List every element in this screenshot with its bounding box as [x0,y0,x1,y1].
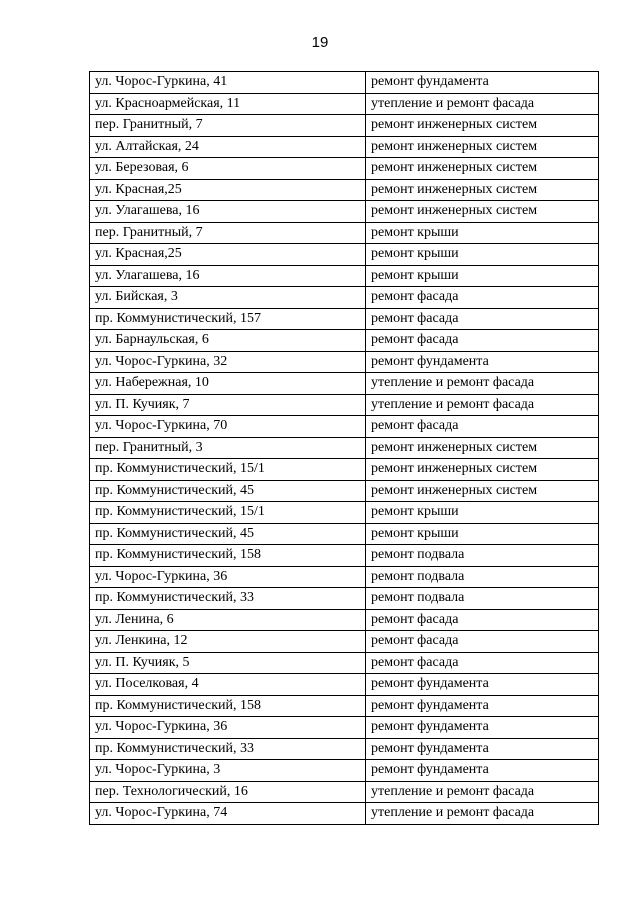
work-type-cell: ремонт инженерных систем [366,480,599,502]
address-cell: пер. Гранитный, 7 [90,115,366,137]
table-row [90,566,599,588]
table-row [90,502,599,524]
work-type-cell: ремонт крыши [366,222,599,244]
table-row [90,652,599,674]
address-work-table [89,71,599,825]
work-type-cell: ремонт инженерных систем [366,201,599,223]
table-row [90,437,599,459]
table-row [90,523,599,545]
address-cell: пр. Коммунистический, 33 [90,588,366,610]
address-cell: ул. П. Кучияк, 5 [90,652,366,674]
work-type-cell: ремонт крыши [366,523,599,545]
work-type-cell: утепление и ремонт фасада [366,93,599,115]
table-row [90,244,599,266]
table-row [90,330,599,352]
work-type-cell: ремонт подвала [366,588,599,610]
work-type-cell: ремонт крыши [366,502,599,524]
address-cell: ул. Ленина, 6 [90,609,366,631]
address-cell: пр. Коммунистический, 45 [90,523,366,545]
work-type-cell: ремонт подвала [366,566,599,588]
table-row [90,695,599,717]
work-type-cell: ремонт инженерных систем [366,459,599,481]
work-type-cell: ремонт фундамента [366,695,599,717]
table-row [90,72,599,94]
table-row [90,179,599,201]
table-row [90,416,599,438]
address-cell: ул. Барнаульская, 6 [90,330,366,352]
address-cell: ул. Чорос-Гуркина, 32 [90,351,366,373]
work-type-cell: ремонт фундамента [366,760,599,782]
work-type-cell: ремонт фасада [366,287,599,309]
address-cell: ул. Чорос-Гуркина, 70 [90,416,366,438]
address-cell: пр. Коммунистический, 33 [90,738,366,760]
address-cell: ул. Чорос-Гуркина, 36 [90,717,366,739]
table-row [90,201,599,223]
work-type-cell: ремонт фасада [366,631,599,653]
work-type-cell: ремонт подвала [366,545,599,567]
address-cell: ул. Ленкина, 12 [90,631,366,653]
address-cell: ул. П. Кучияк, 7 [90,394,366,416]
work-type-cell: ремонт инженерных систем [366,115,599,137]
table-row [90,588,599,610]
address-cell: пер. Гранитный, 7 [90,222,366,244]
work-type-cell: утепление и ремонт фасада [366,394,599,416]
table-row [90,287,599,309]
address-cell: пр. Коммунистический, 158 [90,545,366,567]
address-cell: ул. Чорос-Гуркина, 74 [90,803,366,825]
table-row [90,308,599,330]
work-type-cell: ремонт инженерных систем [366,437,599,459]
table-row [90,115,599,137]
address-cell: ул. Красная,25 [90,179,366,201]
table-row [90,265,599,287]
work-type-cell: ремонт фасада [366,308,599,330]
address-cell: ул. Березовая, 6 [90,158,366,180]
work-type-cell: утепление и ремонт фасада [366,803,599,825]
page-number: 19 [311,34,329,51]
table-row [90,781,599,803]
address-cell: пр. Коммунистический, 158 [90,695,366,717]
address-cell: ул. Чорос-Гуркина, 41 [90,72,366,94]
table-row [90,631,599,653]
work-type-cell: ремонт фундамента [366,738,599,760]
table-row [90,803,599,825]
work-type-cell: ремонт крыши [366,265,599,287]
address-cell: пер. Технологический, 16 [90,781,366,803]
work-type-cell: ремонт фундамента [366,72,599,94]
address-cell: ул. Чорос-Гуркина, 3 [90,760,366,782]
table-row [90,351,599,373]
table-row [90,222,599,244]
work-type-cell: утепление и ремонт фасада [366,373,599,395]
table-row [90,459,599,481]
work-type-cell: ремонт фасада [366,330,599,352]
table-row [90,158,599,180]
table-row [90,760,599,782]
address-cell: ул. Красная,25 [90,244,366,266]
work-type-cell: ремонт фасада [366,652,599,674]
address-cell: ул. Бийская, 3 [90,287,366,309]
work-type-cell: ремонт фундамента [366,674,599,696]
table-row [90,93,599,115]
address-cell: пр. Коммунистический, 45 [90,480,366,502]
address-cell: ул. Красноармейская, 11 [90,93,366,115]
address-cell: ул. Набережная, 10 [90,373,366,395]
work-type-cell: ремонт фундамента [366,717,599,739]
table-row [90,609,599,631]
address-cell: ул. Поселковая, 4 [90,674,366,696]
work-type-cell: ремонт фасада [366,609,599,631]
address-cell: ул. Улагашева, 16 [90,201,366,223]
work-type-cell: ремонт инженерных систем [366,179,599,201]
table-row [90,674,599,696]
table-row [90,545,599,567]
work-type-cell: ремонт фундамента [366,351,599,373]
table-row [90,373,599,395]
table-row [90,136,599,158]
table-row [90,738,599,760]
work-type-cell: ремонт фасада [366,416,599,438]
address-cell: ул. Улагашева, 16 [90,265,366,287]
work-type-cell: утепление и ремонт фасада [366,781,599,803]
table-row [90,394,599,416]
table-body [90,72,599,825]
address-cell: пр. Коммунистический, 15/1 [90,502,366,524]
address-cell: ул. Алтайская, 24 [90,136,366,158]
work-type-cell: ремонт крыши [366,244,599,266]
address-cell: ул. Чорос-Гуркина, 36 [90,566,366,588]
address-cell: пр. Коммунистический, 157 [90,308,366,330]
work-type-cell: ремонт инженерных систем [366,136,599,158]
table-row [90,717,599,739]
address-cell: пр. Коммунистический, 15/1 [90,459,366,481]
table-row [90,480,599,502]
work-type-cell: ремонт инженерных систем [366,158,599,180]
address-cell: пер. Гранитный, 3 [90,437,366,459]
